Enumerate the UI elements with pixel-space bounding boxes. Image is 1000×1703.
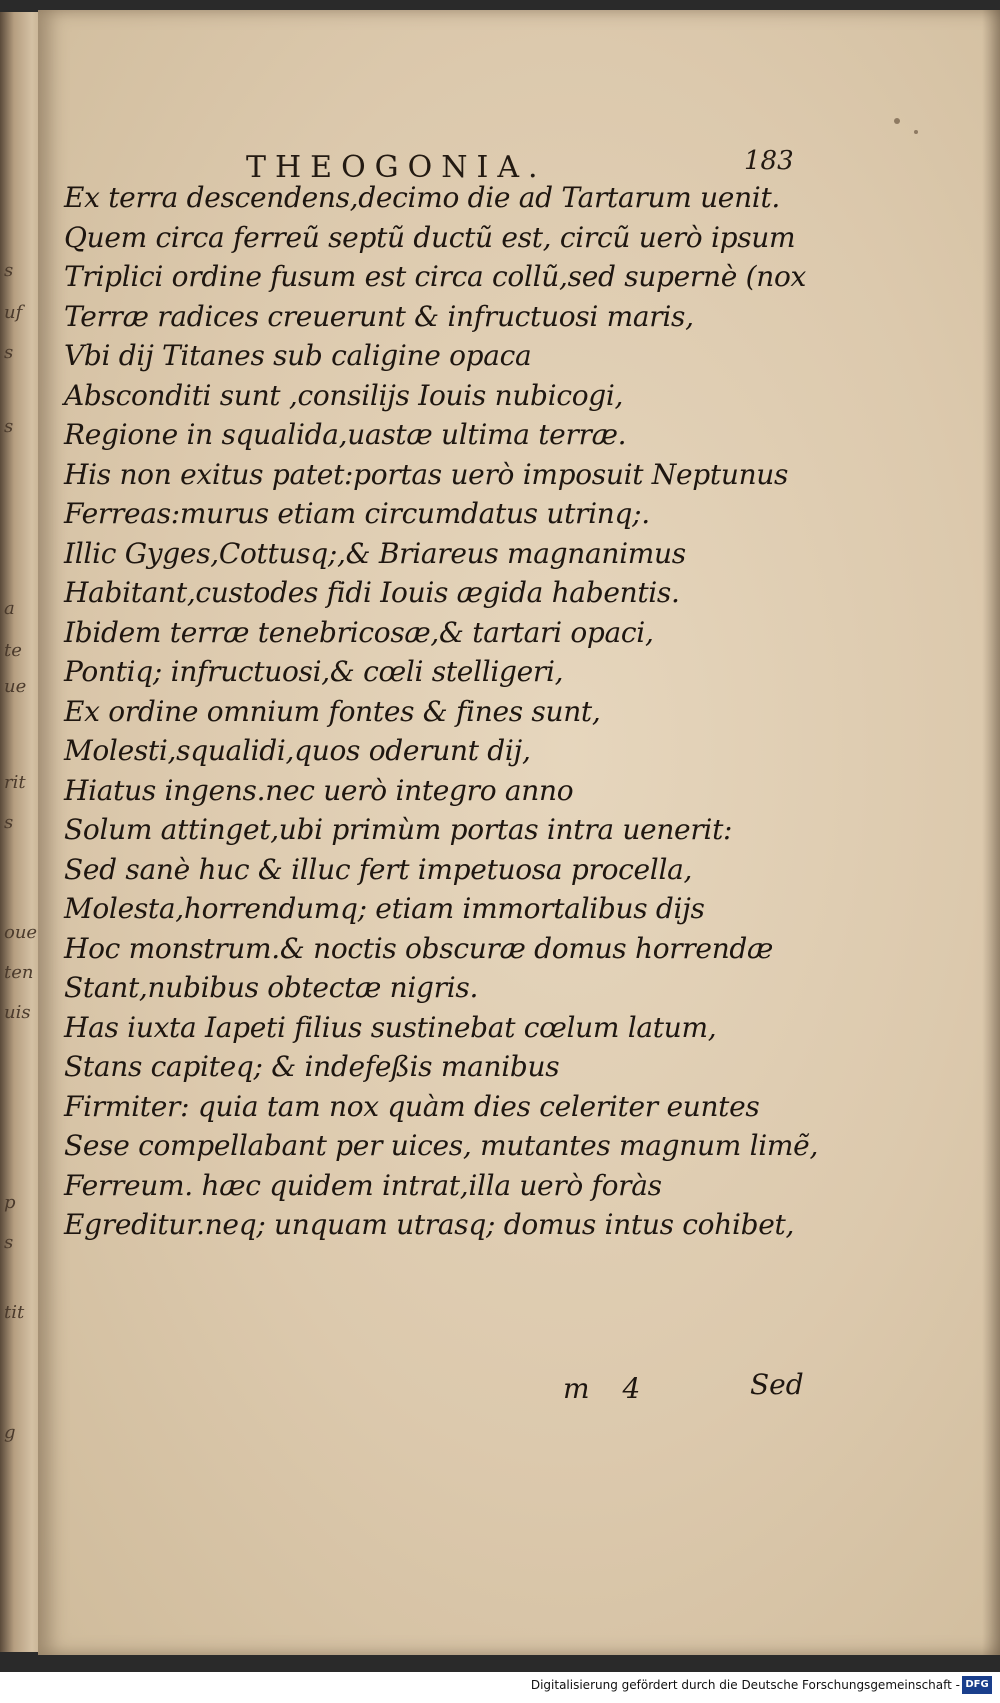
verse-line: Quem circa ferreũ septũ ductũ est, circũ uerò ipsum: [64, 220, 796, 254]
verse-line: Terræ radices creuerunt & infructuosi maris,: [64, 299, 694, 333]
facing-page-fragment: ue: [4, 676, 27, 697]
facing-page-fragment: s: [4, 260, 14, 281]
verse-line: Stant,nubibus obtectæ nigris.: [64, 971, 479, 1004]
verse-line: Ferreum. hæc quidem intrat,illa uerò foràs: [64, 1168, 662, 1202]
verse-line: Solum attinget,ubi primùm portas intra uenerit:: [64, 813, 733, 846]
facing-page-edge: [0, 12, 41, 1652]
verse-line: Ex terra descendens,decimo die ad Tartarum uenit.: [64, 181, 781, 214]
verse-block: [64, 178, 944, 1245]
facing-page-fragment: uf: [4, 302, 23, 323]
facing-page-fragment: rit: [4, 772, 26, 793]
facing-page-fragment: s: [4, 416, 14, 437]
verse-line: Sese compellabant per uices, mutantes magnum limẽ,: [64, 1129, 819, 1162]
running-head: THEOGONIA.: [246, 150, 547, 185]
facing-page-fragment: s: [4, 342, 14, 363]
facing-page-fragment: uis: [4, 1002, 31, 1023]
dfg-logo: DFG: [962, 1676, 992, 1694]
verse-line: Illic Gyges,Cottusq;,& Briareus magnanimus: [64, 536, 686, 570]
verse-line: Ibidem terræ tenebricosæ,& tartari opaci,: [64, 615, 654, 649]
paper-stain: [914, 130, 918, 134]
verse-line: Has iuxta Iapeti filius sustinebat cœlum latum,: [64, 1010, 717, 1044]
verse-line: Hoc monstrum.& noctis obscuræ domus horrendæ: [64, 931, 774, 965]
facing-page-fragment: tit: [4, 1302, 25, 1323]
verse-line: His non exitus patet:portas uerò imposuit Neptunus: [64, 457, 789, 491]
facing-page-fragment: oue: [4, 922, 38, 943]
verse-line: Sed sanè huc & illuc fert impetuosa procella,: [64, 852, 693, 886]
verse-line: Habitant,custodes fidi Iouis ægida habentis.: [64, 576, 680, 609]
verse-line: Molesta,horrendumq; etiam immortalibus dijs: [64, 892, 705, 925]
verse-line: Vbi dij Titanes sub caligine opaca: [64, 339, 532, 372]
verse-line: Ferreas:murus etiam circumdatus utrinq;.: [64, 497, 650, 530]
facing-page-fragment: s: [4, 812, 14, 833]
page-number: 183: [744, 146, 794, 176]
facing-page-fragment: ten: [4, 962, 34, 983]
verse-line: Ex ordine omnium fontes & fines sunt,: [64, 694, 601, 728]
verse-line: Pontiq; infructuosi,& cœli stelligeri,: [64, 655, 564, 688]
verse-line: Hiatus ingens.nec uerò integro anno: [64, 773, 574, 807]
catchword: Sed: [750, 1368, 804, 1401]
facing-page-fragment: s: [4, 1232, 14, 1253]
verse-line: Egreditur.neq; unquam utrasq; domus intus cohibet,: [64, 1208, 795, 1241]
signature-mark: m 4: [563, 1372, 653, 1405]
paper-stain: [894, 118, 900, 124]
digitization-credit: Digitalisierung gefördert durch die Deutsche Forschungsgemeinschaft -: [530, 1678, 960, 1692]
verse-line: Molesti,squalidi,quos oderunt dij,: [64, 734, 531, 767]
facing-page-fragment: te: [4, 640, 22, 661]
verse-line: Triplici ordine fusum est circa collũ,sed supernè (nox: [64, 260, 806, 293]
verse-line: Firmiter: quia tam nox quàm dies celeriter euntes: [64, 1089, 760, 1123]
facing-page-fragment: a: [4, 598, 15, 619]
facing-page-fragment: p: [4, 1192, 16, 1213]
verse-line: Absconditi sunt ,consilijs Iouis nubicogi,: [64, 378, 624, 412]
verse-line: Stans capiteq; & indefeßis manibus: [64, 1050, 560, 1083]
verse-line: Regione in squalida,uastæ ultima terræ.: [64, 418, 627, 451]
book-page: [38, 10, 1000, 1655]
facing-page-fragment: g: [4, 1422, 16, 1443]
